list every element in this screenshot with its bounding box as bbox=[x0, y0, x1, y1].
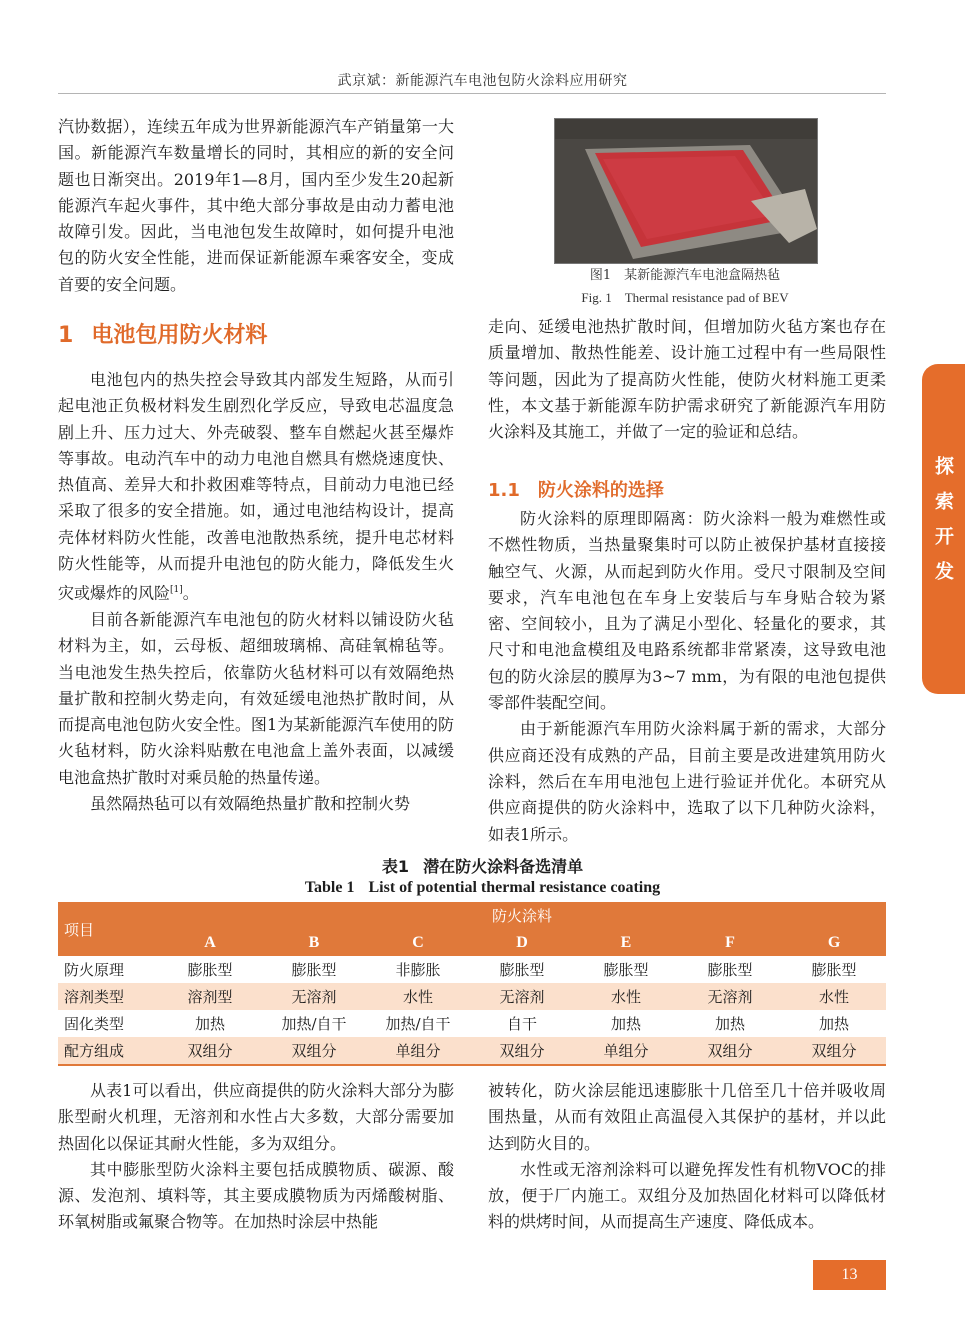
after-table-left bbox=[58, 1078, 454, 1236]
section-1-number: 1 bbox=[58, 323, 74, 348]
section-1-1-title: 防火涂料的选择 bbox=[537, 480, 664, 501]
section-1-1-paragraph-1: 防火涂料的原理即隔离：防火涂料一般为难燃性或不燃性物质，当热量聚集时可以防止被保护基材直接接触空气、火源，从而起到防火作用。受尺寸限制及空间要求，汽车电池包在车身上安装后与车身贴合较为紧密、空间较小，且为了满足小型化、轻量化的要求，其尺寸和电池盒模组及电路系统都非常紧凑，这导致电池包的防火涂层的膜厚为3~7 mm，为有限的电池包提供零部件装配空间。 bbox=[488, 509, 886, 713]
table-row bbox=[58, 983, 886, 1010]
table-cell: 膨胀型 bbox=[499, 961, 545, 979]
table-cell: 膨胀型 bbox=[187, 961, 233, 979]
column-header: E bbox=[574, 929, 678, 956]
section-1-paragraph-1 bbox=[58, 367, 454, 607]
table-cell: 双组分 bbox=[782, 1037, 886, 1065]
table-cell: 膨胀型 bbox=[811, 961, 857, 979]
section-1-1-heading bbox=[488, 476, 664, 502]
section-1-paragraph-2: 目前各新能源汽车电池包的防火材料以铺设防火毡材料为主，如，云母板、超细玻璃棉、高硅氧棉毡等。当电池发生热失控后，依靠防火毡材料可以有效隔绝热量扩散和控制火势走向，有效延缓电池热扩散时间，从而提高电池包防火安全性。图1为某新能源汽车使用的防火毡材料，防火涂料贴敷在电池盒上盖外表面，以减缓电池盒热扩散时对乘员舱的热量传递。 bbox=[58, 610, 454, 787]
table-cell: 非膨胀 bbox=[395, 961, 441, 979]
table-group-header: 防火涂料 bbox=[158, 902, 886, 929]
section-1-paragraph-3: 虽然隔热毡可以有效隔绝热量扩散和控制火势 bbox=[90, 794, 411, 814]
table-cell: 无溶剂 bbox=[470, 983, 574, 1010]
table-row bbox=[58, 1010, 886, 1037]
table-cell: 加热 bbox=[610, 1015, 641, 1033]
table-cell: 单组分 bbox=[366, 1037, 470, 1065]
table-1-caption-cn bbox=[0, 854, 965, 877]
table-cell: 加热/自干 bbox=[385, 1015, 451, 1033]
figure-1-caption-en: Fig. 1 Thermal resistance pad of BEV bbox=[581, 290, 789, 305]
battery-pad-photo bbox=[554, 118, 818, 264]
table-cell: 加热/自干 bbox=[281, 1015, 347, 1033]
table-cell: 双组分 bbox=[262, 1037, 366, 1065]
table-1-label-en: Table 1 bbox=[304, 879, 355, 896]
after-table-left-paragraph-2: 其中膨胀型防火涂料主要包括成膜物质、碳源、酸源、发泡剂、填料等，其主要成膜物质为丙烯酸树脂、环氧树脂或氟聚合物等。在加热时涂层中热能 bbox=[58, 1159, 454, 1232]
table-cell: 加热 bbox=[194, 1015, 225, 1033]
battery-pad-illustration bbox=[555, 119, 817, 263]
row-label: 溶剂类型 bbox=[58, 983, 158, 1010]
table-1-label-cn: 表1 bbox=[381, 857, 410, 876]
column-header: B bbox=[262, 929, 366, 956]
after-table-left-paragraph-1: 从表1可以看出，供应商提供的防火涂料大部分为膨胀型耐火机理，无溶剂和水性占大多数，大部分需要加热固化以保证其耐火性能，多为双组分。 bbox=[58, 1081, 454, 1153]
side-tab-label: 探索开发 bbox=[932, 456, 954, 596]
section-1-title: 电池包用防火材料 bbox=[91, 323, 268, 348]
after-table-right bbox=[488, 1078, 886, 1236]
table-cell: 自干 bbox=[506, 1015, 537, 1033]
column-header: F bbox=[678, 929, 782, 956]
table-cell: 双组分 bbox=[678, 1037, 782, 1065]
table-column-letters bbox=[58, 929, 886, 956]
section-side-tab bbox=[922, 364, 965, 694]
table-cell: 加热 bbox=[714, 1015, 745, 1033]
section-1-1-body bbox=[488, 506, 886, 848]
table-cell: 无溶剂 bbox=[678, 983, 782, 1010]
left-intro-block bbox=[58, 114, 454, 298]
table-1-title-cn: 潜在防火涂料备选清单 bbox=[423, 857, 584, 876]
column-header: D bbox=[470, 929, 574, 956]
right-continued-block bbox=[488, 314, 886, 445]
table-cell: 单组分 bbox=[574, 1037, 678, 1065]
after-table-right-paragraph-2: 水性或无溶剂涂料可以避免挥发性有机物VOC的排放，便于厂内施工。双组分及加热固化材料可以降低材料的烘烤时间，从而提高生产速度、降低成本。 bbox=[488, 1159, 886, 1232]
right-continued-paragraph: 走向、延缓电池热扩散时间，但增加防火毡方案也存在质量增加、散热性能差、设计施工过程中有一些局限性等问题，因此为了提高防火性能，使防火材料施工更柔性，本文基于新能源车防护需求研究了新能源汽车用防火涂料及其施工，并做了一定的验证和总结。 bbox=[488, 317, 886, 442]
figure-1-caption-cn: 图1 某新能源汽车电池盒隔热毡 bbox=[589, 268, 781, 283]
column-header: C bbox=[366, 929, 470, 956]
section-1-heading bbox=[58, 318, 267, 349]
section-1-body bbox=[58, 367, 454, 817]
section-1-1-paragraph-2: 由于新能源汽车用防火涂料属于新的需求，大部分供应商还没有成熟的产品，目前主要是改进建筑用防火涂料，然后在车用电池包上进行验证并优化。本研究从供应商提供的防火涂料中，选取了以下几种防火涂料，如表1所示。 bbox=[488, 719, 886, 844]
column-header: A bbox=[158, 929, 262, 956]
column-header: G bbox=[782, 929, 886, 956]
table-cell: 双组分 bbox=[158, 1037, 262, 1065]
section-1-1-number: 1.1 bbox=[488, 480, 520, 501]
table-cell: 水性 bbox=[782, 983, 886, 1010]
table-row bbox=[58, 956, 886, 983]
table-cell: 双组分 bbox=[470, 1037, 574, 1065]
header-divider bbox=[58, 93, 886, 94]
table-cell: 溶剂型 bbox=[158, 983, 262, 1010]
page-number: 13 bbox=[813, 1260, 886, 1290]
table-item-header: 项目 bbox=[58, 902, 158, 956]
coating-candidates-table bbox=[58, 902, 886, 1066]
table-row bbox=[58, 1037, 886, 1065]
table-1-caption-en bbox=[0, 879, 965, 897]
row-label: 防火原理 bbox=[64, 961, 125, 979]
table-cell: 加热 bbox=[819, 1015, 850, 1033]
intro-paragraph: 汽协数据），连续五年成为世界新能源汽车产销量第一大国。新能源汽车数量增长的同时，其相应的新的安全问题也日渐突出。2019年1—8月，国内至少发生20起新能源汽车起火事件，其中绝大部分事故是由动力蓄电池故障引发。因此，当电池包发生故障时，如何提升电池包的防火安全性能，进而保证新能源车乘客安全，变成首要的安全问题。 bbox=[58, 117, 454, 294]
row-label: 固化类型 bbox=[64, 1015, 125, 1033]
table-cell: 水性 bbox=[574, 983, 678, 1010]
section-1-paragraph-1-text: 电池包内的热失控会导致其内部发生短路，从而引起电池正负极材料发生剧烈化学反应，导致电芯温度急剧上升、压力过大、外壳破裂、整车自燃起火甚至爆炸等事故。电动汽车中的动力电池自燃具有燃烧速度快、热值高、差异大和扑救困难等特点，目前动力电池已经采取了很多的安全措施。如，通过电池结构设计，提高壳体材料防火性能，改善电池散热系统，提升电芯材料防火性能等，从而提升电池包的防火能力，降低发生火灾或爆炸的风险 bbox=[58, 370, 454, 603]
table-cell: 膨胀型 bbox=[603, 961, 649, 979]
row-label: 配方组成 bbox=[58, 1037, 158, 1065]
table-cell: 膨胀型 bbox=[707, 961, 753, 979]
running-header: 武京斌：新能源汽车电池包防火涂料应用研究 bbox=[337, 73, 628, 89]
table-cell: 无溶剂 bbox=[262, 983, 366, 1010]
after-table-right-paragraph-1: 被转化，防火涂层能迅速膨胀十几倍至几十倍并吸收周围热量，从而有效阻止高温侵入其保护的基材，并以此达到防火目的。 bbox=[488, 1081, 886, 1153]
table-cell: 膨胀型 bbox=[291, 961, 337, 979]
citation-tail: 。 bbox=[182, 583, 199, 603]
citation-1: [1] bbox=[170, 585, 183, 596]
table-cell: 水性 bbox=[366, 983, 470, 1010]
table-1-title-en: List of potential thermal resistance coating bbox=[368, 879, 661, 896]
